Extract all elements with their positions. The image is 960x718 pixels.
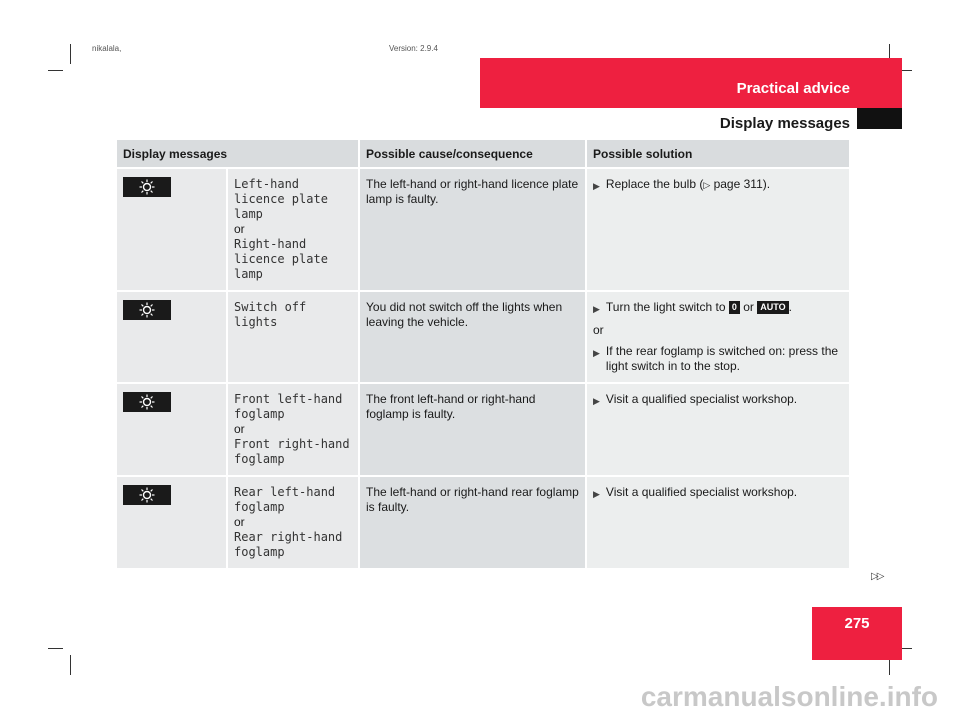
display-messages-table bbox=[117, 140, 851, 570]
or-label: or bbox=[593, 323, 604, 337]
table-header-row bbox=[117, 140, 850, 168]
solution-step: ▶ Visit a qualified specialist workshop. bbox=[593, 485, 843, 502]
watermark: carmanualsonline.info bbox=[640, 681, 938, 712]
cause-text: You did not switch off the lights when leaving the vehicle. bbox=[359, 291, 586, 383]
step-arrow-icon: ▶ bbox=[593, 396, 600, 406]
cause-text: The left-hand or right-hand rear foglamp is faulty. bbox=[359, 476, 586, 569]
print-meta-right: Version: 2.9.4 bbox=[389, 44, 438, 53]
or-label: or bbox=[234, 222, 245, 236]
page-ref-arrow-icon: ▷ bbox=[703, 180, 711, 190]
message-text: Rear left-hand foglamp bbox=[234, 485, 336, 514]
message-text: Switch off lights bbox=[234, 300, 307, 329]
light-switch-off-icon: 0 bbox=[729, 301, 740, 314]
page-number: 275 bbox=[844, 615, 870, 632]
step-arrow-icon: ▶ bbox=[593, 489, 600, 499]
chapter-title: Practical advice bbox=[736, 80, 850, 97]
step-arrow-icon: ▶ bbox=[593, 348, 600, 358]
table-row bbox=[117, 476, 850, 569]
table-row bbox=[117, 168, 850, 291]
next-page-icon: ▷▷ bbox=[871, 571, 883, 582]
light-bulb-icon bbox=[123, 485, 171, 505]
or-label: or bbox=[234, 515, 245, 529]
crop-mark bbox=[48, 70, 63, 71]
print-meta-left: nikalala, bbox=[92, 44, 122, 53]
message-text: Rear right-hand foglamp bbox=[234, 530, 343, 559]
message-text: Front left-hand foglamp bbox=[234, 392, 343, 421]
section-tab bbox=[857, 108, 902, 129]
cause-text: The left-hand or right-hand licence plate lamp is faulty. bbox=[359, 168, 586, 291]
step-arrow-icon: ▶ bbox=[593, 304, 600, 314]
cause-text: The front left-hand or right-hand foglamp is faulty. bbox=[359, 383, 586, 476]
light-bulb-icon bbox=[123, 300, 171, 320]
header-possible-solution: Possible solution bbox=[586, 140, 850, 168]
crop-mark bbox=[70, 44, 71, 64]
message-text: Right-hand licence plate lamp bbox=[234, 237, 328, 281]
solution-step: ▶ If the rear foglamp is switched on: press the light switch in to the stop. bbox=[593, 344, 839, 373]
table-row bbox=[117, 383, 850, 476]
crop-mark bbox=[48, 648, 63, 649]
light-bulb-icon bbox=[123, 177, 171, 197]
page-reference: page 311). bbox=[710, 177, 771, 191]
message-text: Left-hand licence plate lamp bbox=[234, 177, 328, 221]
solution-step: ▶ Turn the light switch to 0 or AUTO . bbox=[593, 300, 843, 317]
solution-step: ▶ Replace the bulb (▷ page 311). bbox=[593, 177, 843, 194]
solution-step: ▶ Visit a qualified specialist workshop. bbox=[593, 392, 843, 409]
header-display-messages: Display messages bbox=[117, 140, 359, 168]
light-switch-auto-icon: AUTO bbox=[757, 301, 788, 314]
message-text: Front right-hand foglamp bbox=[234, 437, 350, 466]
table-row bbox=[117, 291, 850, 383]
crop-mark bbox=[70, 655, 71, 675]
section-title: Display messages bbox=[719, 115, 850, 132]
step-arrow-icon: ▶ bbox=[593, 181, 600, 191]
or-label: or bbox=[234, 422, 245, 436]
header-possible-cause: Possible cause/consequence bbox=[359, 140, 586, 168]
light-bulb-icon bbox=[123, 392, 171, 412]
